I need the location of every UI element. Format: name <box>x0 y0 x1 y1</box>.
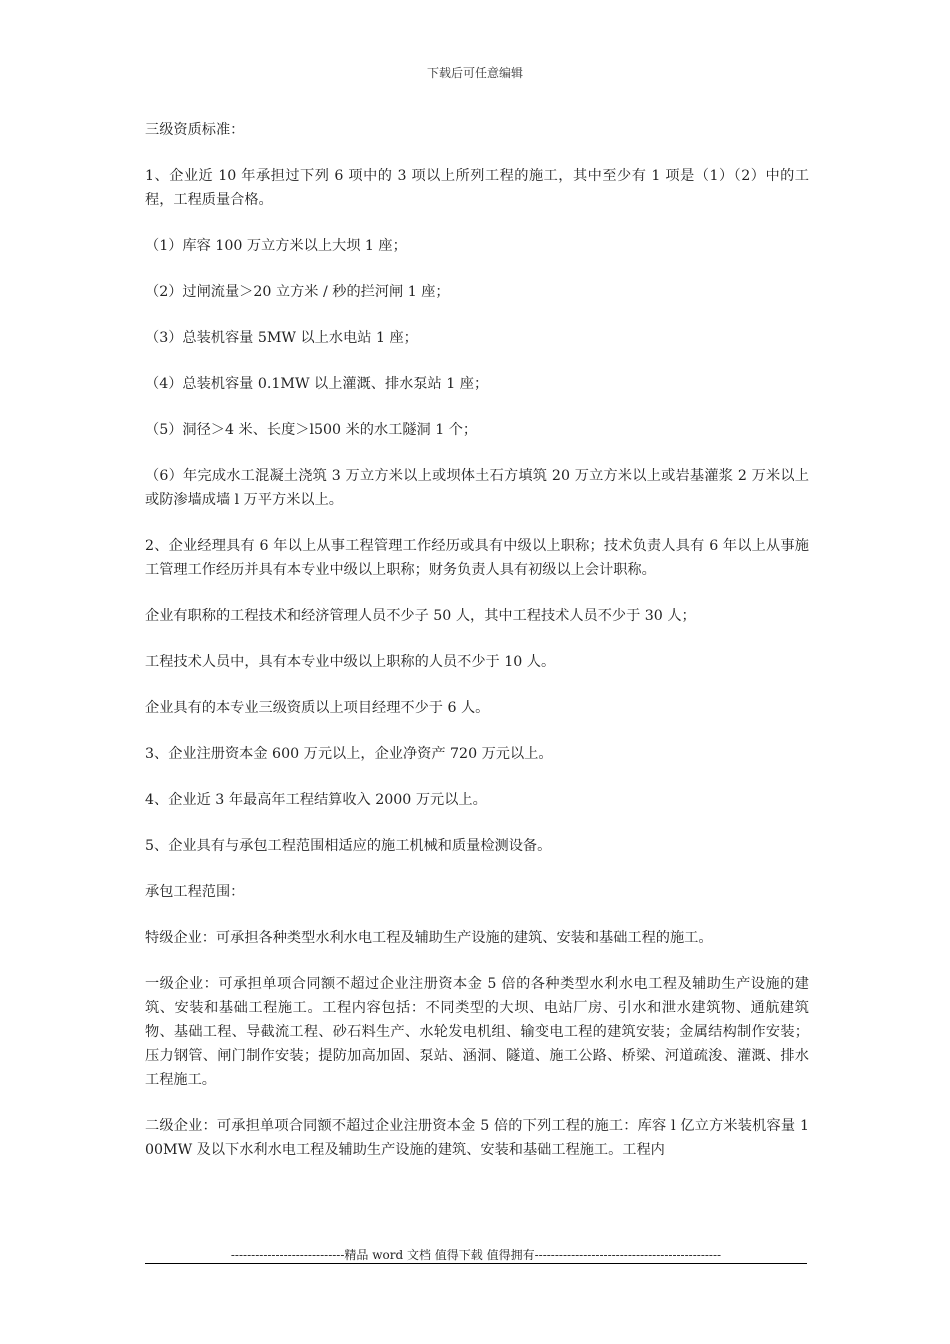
paragraph-second-grade: 二级企业：可承担单项合同额不超过企业注册资本金 5 倍的下列工程的施工：库容 l 亿立方米装机容量 100MW 及以下水利水电工程及辅助生产设施的建筑、安装和基础工程施工。工程内 <box>145 1118 809 1158</box>
paragraph-item-4: 4、企业近 3 年最高年工程结算收入 2000 万元以上。 <box>145 792 487 808</box>
document-body <box>145 118 809 1162</box>
paragraph-subitem-5: （5）洞径＞4 米、长度＞l500 米的水工隧洞 1 个； <box>145 422 478 438</box>
paragraph-special-grade: 特级企业：可承担各种类型水利水电工程及辅助生产设施的建筑、安装和基础工程的施工。 <box>145 930 713 946</box>
paragraph-first-grade: 一级企业：可承担单项合同额不超过企业注册资本金 5 倍的各种类型水利水电工程及辅助生产设施的建筑、安装和基础工程施工。工程内容包括：不同类型的大坝、电站厂房、引水和泄水建筑物、通航建筑物、基础工程、导截流工程、砂石料生产、水轮发电机组、输变电工程的建筑安装；金属结构制作安装；压力钢管、闸门制作安装；提防加高加固、泵站、涵洞、隧道、施工公路、桥梁、河道疏浚、灌溉、排水工程施工。 <box>145 976 809 1088</box>
paragraph-item-2: 2、企业经理具有 6 年以上从事工程管理工作经历或具有中级以上职称；技术负责人具有 6 年以上从事施工管理工作经历并具有本专业中级以上职称；财务负责人具有初级以上会计职称。 <box>145 538 809 578</box>
paragraph-subitem-2: （2）过闸流量＞20 立方米 / 秒的拦河闸 1 座； <box>145 284 450 300</box>
paragraph-tech-staff: 工程技术人员中，具有本专业中级以上职称的人员不少于 10 人。 <box>145 654 556 670</box>
paragraph-heading-level3: 三级资质标准： <box>145 122 245 138</box>
paragraph-item-3: 3、企业注册资本金 600 万元以上，企业净资产 720 万元以上。 <box>145 746 553 762</box>
paragraph-project-managers: 企业具有的本专业三级资质以上项目经理不少于 6 人。 <box>145 700 490 716</box>
paragraph-item-5: 5、企业具有与承包工程范围相适应的施工机械和质量检测设备。 <box>145 838 552 854</box>
footer-rule <box>145 1263 807 1264</box>
paragraph-scope-heading: 承包工程范围： <box>145 884 245 900</box>
paragraph-staff-count: 企业有职称的工程技术和经济管理人员不少子 50 人，其中工程技术人员不少于 30 人； <box>145 608 696 624</box>
paragraph-subitem-6: （6）年完成水工混凝土浇筑 3 万立方米以上或坝体土石方填筑 20 万立方米以上或岩基灌浆 2 万米以上或防渗墙成墙 l 万平方米以上。 <box>145 468 809 508</box>
paragraph-item-1: 1、企业近 10 年承担过下列 6 项中的 3 项以上所列工程的施工，其中至少有 1 项是（1）（2）中的工程，工程质量合格。 <box>145 168 809 208</box>
paragraph-subitem-3: （3）总装机容量 5MW 以上水电站 1 座； <box>145 330 418 346</box>
page-footer: ----------------------------精品 word 文档 值得下载 值得拥有---------------------------------------------- <box>230 1248 722 1262</box>
paragraph-subitem-4: （4）总装机容量 0.1MW 以上灌溉、排水泵站 1 座； <box>145 376 489 392</box>
page-header: 下载后可任意编辑 <box>426 66 523 80</box>
paragraph-subitem-1: （1）库容 100 万立方米以上大坝 1 座； <box>145 238 407 254</box>
